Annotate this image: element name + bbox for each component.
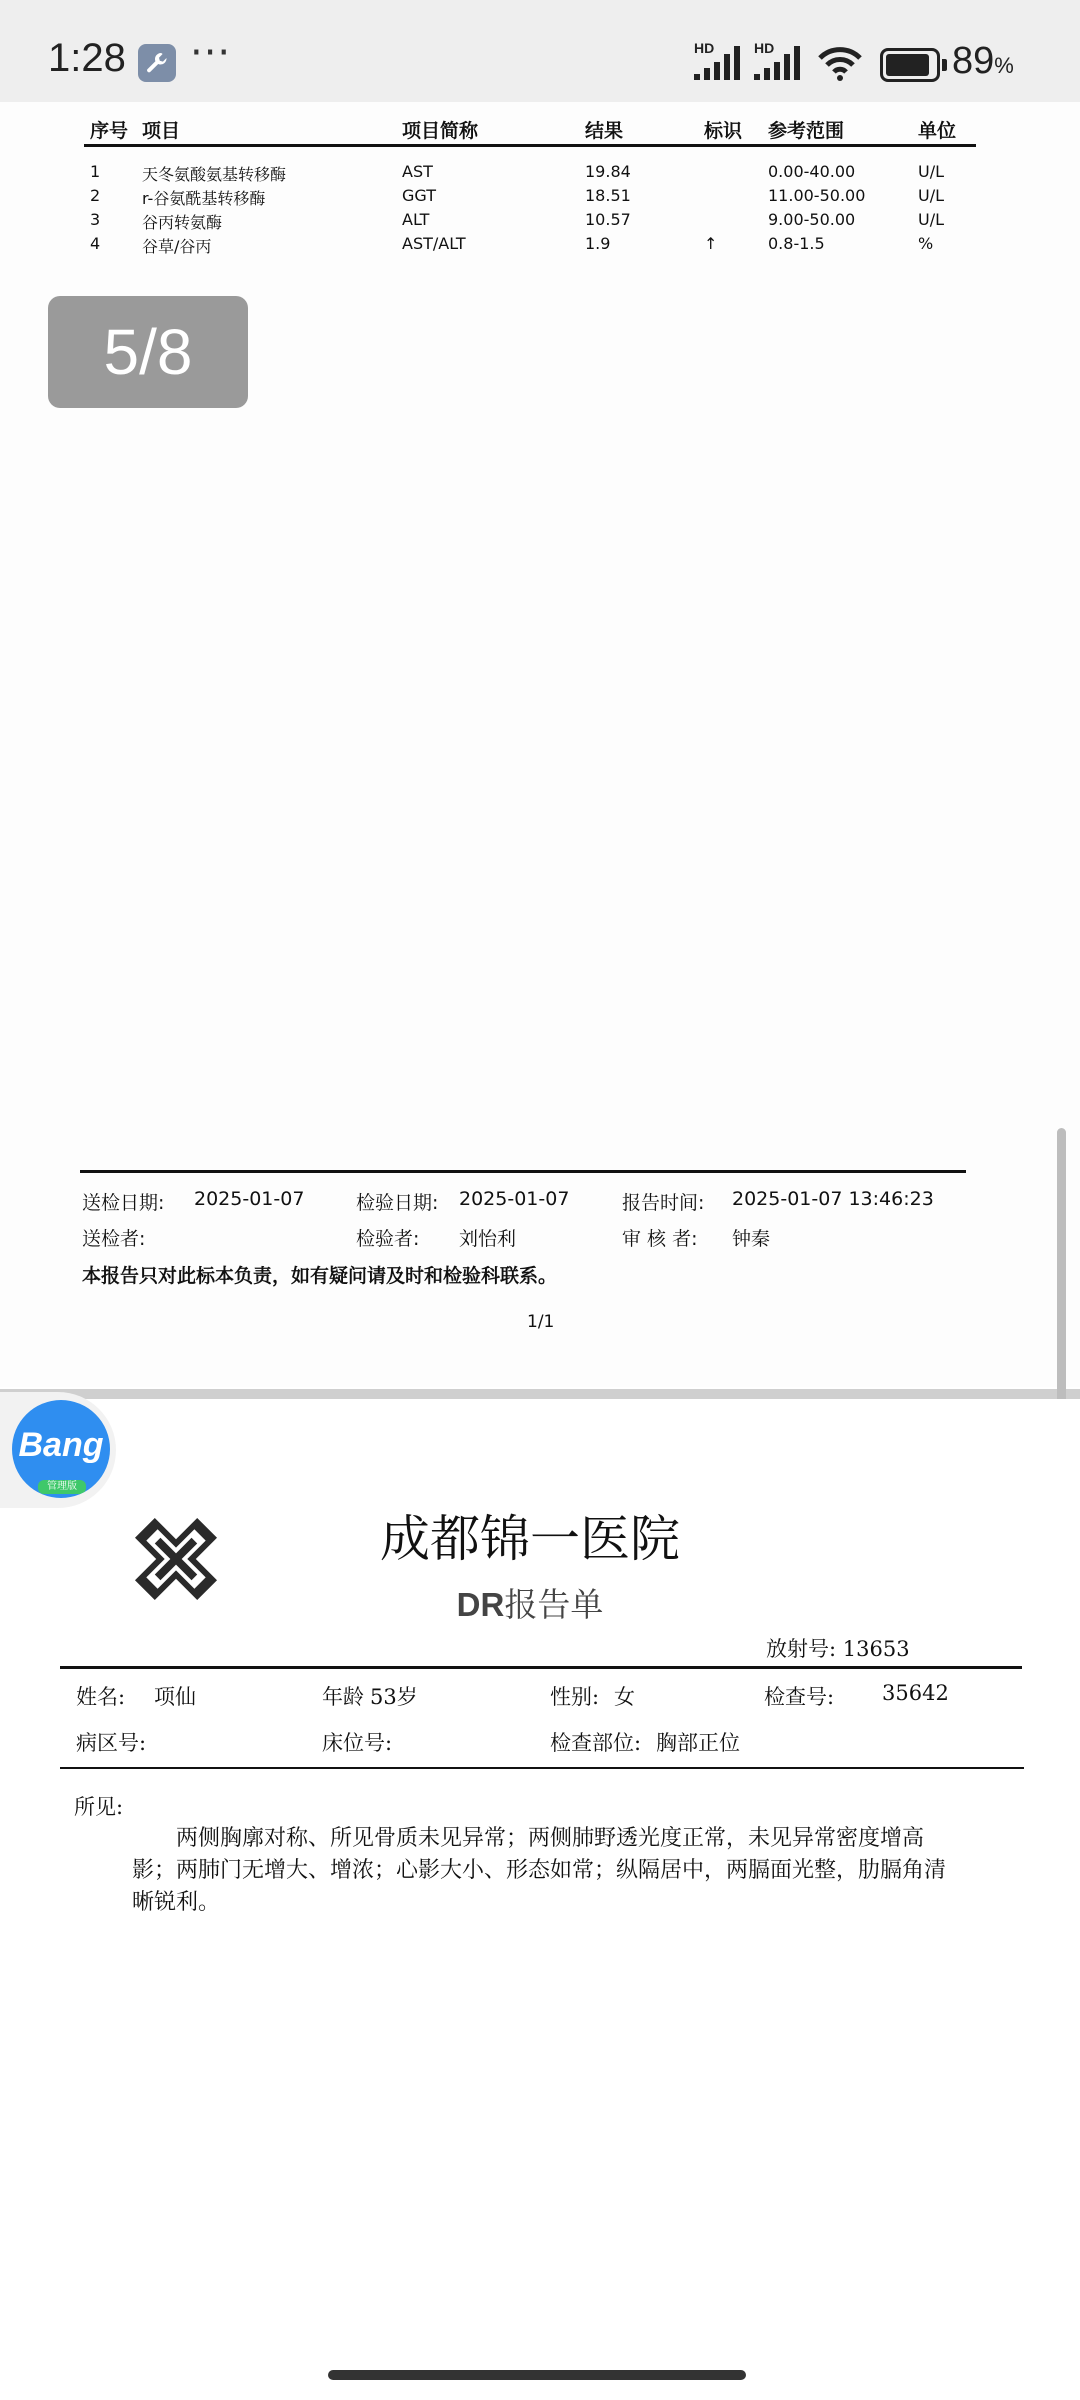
test-date-label: 检验日期:	[356, 1192, 439, 1214]
reviewer: 钟秦	[732, 1228, 771, 1250]
age-label: 年龄	[322, 1685, 364, 1709]
report-time: 2025-01-07 13:46:23	[732, 1188, 934, 1210]
exam-number: 35642	[882, 1681, 949, 1705]
tester: 刘怡利	[459, 1228, 517, 1250]
wifi-icon	[816, 44, 864, 86]
section-rule	[60, 1767, 1024, 1769]
sender-label: 送检者:	[82, 1228, 146, 1250]
battery-percentage: 89%	[952, 40, 1014, 82]
report-disclaimer: 本报告只对此标本负责，如有疑问请及时和检验科联系。	[82, 1265, 558, 1287]
tester-label: 检验者:	[356, 1228, 420, 1250]
bang-app-icon[interactable]	[12, 1400, 110, 1498]
send-date: 2025-01-07	[194, 1188, 305, 1210]
reviewer-label: 审 核 者:	[622, 1228, 698, 1250]
battery-icon	[880, 48, 940, 82]
scrollbar-thumb[interactable]	[1057, 1128, 1066, 1440]
lab-table-header	[0, 116, 1080, 156]
signal-icon: HD	[754, 44, 810, 82]
table-row: 2 r-谷氨酰基转移酶 GGT 18.51 11.00-50.00 U/L	[90, 186, 945, 208]
header-rule	[60, 1666, 1022, 1669]
findings-text: 两侧胸廓对称、所见骨质未见异常；两侧肺野透光度正常，未见异常密度增高影；两肺门无增大、增浓；心影大小、形态如常；纵隔居中，两膈面光整，肋膈角清晰锐利。	[132, 1826, 947, 1915]
dr-report-page	[0, 1399, 1080, 2400]
age: 53岁	[370, 1685, 418, 1709]
high-flag: ↑	[704, 234, 718, 253]
ward-label: 病区号:	[76, 1731, 147, 1755]
send-date-label: 送检日期:	[82, 1192, 165, 1214]
test-date: 2025-01-07	[459, 1188, 570, 1210]
page-separator	[0, 1389, 1080, 1399]
report-time-label: 报告时间:	[622, 1192, 705, 1214]
header-no: 序号	[90, 120, 129, 142]
patient-name-label: 姓名:	[76, 1685, 126, 1709]
header-ref: 参考范围	[768, 120, 845, 142]
page-number: 1/1	[527, 1312, 555, 1332]
header-flag: 标识	[704, 120, 743, 142]
findings-label: 所见:	[74, 1795, 124, 1819]
status-bar	[0, 0, 1080, 102]
lab-report-page	[0, 102, 1080, 1387]
table-row: 1 天冬氨酸氨基转移酶 AST 19.84 0.00-40.00 U/L	[90, 162, 945, 184]
header-abbr: 项目简称	[402, 120, 479, 142]
sex: 女	[614, 1685, 635, 1709]
battery-level	[886, 54, 929, 76]
exam-part-label: 检查部位:	[550, 1731, 642, 1755]
floating-app-bubble[interactable]	[0, 1392, 116, 1508]
bed-label: 床位号:	[322, 1731, 393, 1755]
report-title: DR报告单	[456, 1585, 604, 1624]
exam-number-label: 检查号:	[764, 1685, 835, 1709]
more-dots-icon: ···	[190, 30, 232, 76]
header-result: 结果	[585, 120, 624, 142]
status-time: 1:28	[48, 36, 126, 80]
signal-icon: HD	[694, 44, 750, 82]
hospital-name: 成都锦一医院	[380, 1510, 680, 1568]
bubble-label: Bang	[18, 1426, 104, 1464]
table-row: 3 谷丙转氨酶 ALT 10.57 9.00-50.00 U/L	[90, 210, 945, 232]
header-name: 项目	[142, 120, 181, 142]
radiology-number: 放射号: 13653	[766, 1637, 910, 1661]
exam-part: 胸部正位	[656, 1731, 740, 1755]
header-rule	[84, 144, 976, 147]
page-indicator: 5/8	[48, 296, 248, 408]
sex-label: 性别:	[550, 1685, 600, 1709]
wrench-icon	[138, 44, 176, 82]
table-row: 4 谷草/谷丙 AST/ALT 1.9 ↑ 0.8-1.5 %	[90, 234, 934, 256]
footer-rule	[80, 1170, 966, 1173]
bubble-tag: 管理版	[38, 1480, 86, 1494]
home-indicator[interactable]	[328, 2370, 746, 2380]
patient-name: 项仙	[154, 1685, 196, 1709]
header-unit: 单位	[918, 120, 957, 142]
